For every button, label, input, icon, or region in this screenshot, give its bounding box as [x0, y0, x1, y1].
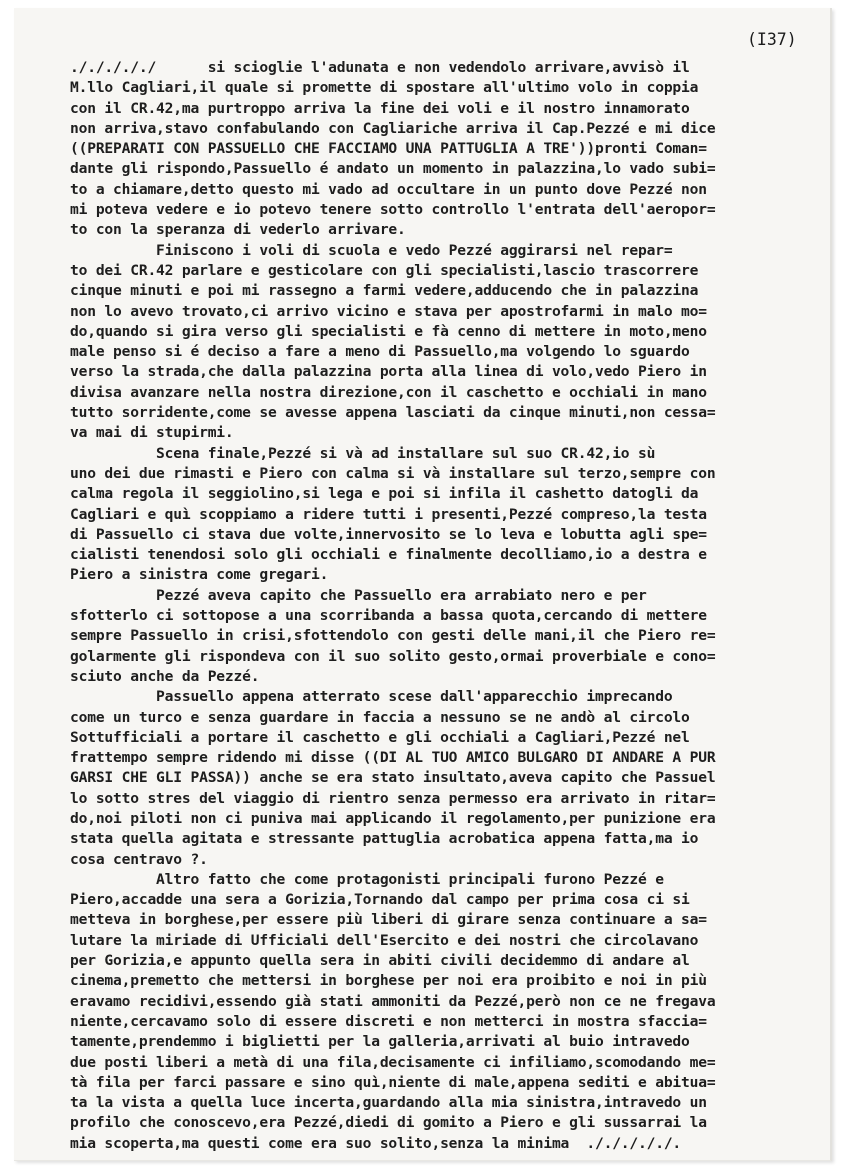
- text-line: Passuello appena atterrato scese dall'apparecchio imprecando: [70, 688, 673, 706]
- text-line: tutto sorridente,come se avesse appena lasciati da cinque minuti,non cessa=: [70, 404, 716, 422]
- text-line: cinque minuti e poi mi rassegno a farmi vedere,adducendo che in palazzina: [70, 282, 699, 300]
- text-line: calma regola il seggiolino,si lega e poi si infila il cashetto datogli da: [70, 485, 699, 503]
- text-line: golarmente gli rispondeva con il suo solito gesto,ormai proverbiale e cono=: [70, 647, 716, 665]
- page-number: (I37): [747, 30, 797, 49]
- typewritten-text-body: [70, 58, 715, 1154]
- text-line: uno dei due rimasti e Piero con calma si và installare sul terzo,sempre con: [70, 464, 716, 482]
- text-line: metteva in borghese,per essere più liberi di girare senza continuare a sa=: [70, 911, 707, 929]
- text-line: per Gorizia,e appunto quella sera in abiti civili decidemmo di andare al: [70, 952, 690, 970]
- text-line: con il CR.42,ma purtroppo arriva la fine dei voli e il nostro innamorato: [70, 99, 690, 117]
- text-line: Cagliari e quì scoppiamo a ridere tutti i presenti,Pezzé compreso,la testa: [70, 505, 707, 523]
- text-line: Piero,accadde una sera a Gorizia,Tornando dal campo per prima cosa ci si: [70, 891, 690, 909]
- text-line: non lo avevo trovato,ci arrivo vicino e stava per apostrofarmi in malo mo=: [70, 302, 707, 320]
- text-line: tamente,prendemmo i biglietti per la galleria,arrivati al buio intravedo: [70, 1033, 690, 1051]
- text-line: Sottufficiali a portare il caschetto e gli occhiali a Cagliari,Pezzé nel: [70, 728, 690, 746]
- text-line: male penso si é deciso a fare a meno di Passuello,ma volgendo lo sguardo: [70, 343, 690, 361]
- text-line: di Passuello ci stava due volte,innervosito se lo leva e lobutta agli spe=: [70, 525, 707, 543]
- text-line: to dei CR.42 parlare e gesticolare con gli specialisti,lascio trascorrere: [70, 261, 699, 279]
- text-line: ta la vista a quella luce incerta,guardando alla mia sinistra,intravedo un: [70, 1094, 707, 1112]
- text-line: M.llo Cagliari,il quale si promette di spostare all'ultimo volo in coppia: [70, 79, 699, 97]
- text-line: sfotterlo ci sottopose a una scorribanda a bassa quota,cercando di mettere: [70, 607, 707, 625]
- text-line: stata quella agitata e stressante pattuglia acrobatica appena fatta,ma io: [70, 830, 699, 848]
- text-line: cosa centravo ?.: [70, 850, 208, 868]
- text-line: va mai di stupirmi.: [70, 424, 234, 442]
- text-line: lutare la miriade di Ufficiali dell'Esercito e dei nostri che circolavano: [70, 931, 699, 949]
- text-line: mia scoperta,ma questi come era suo solito,senza la minima ./././././.: [70, 1134, 682, 1152]
- text-line: Scena finale,Pezzé si và ad installare sul suo CR.42,io sù: [70, 444, 656, 462]
- text-line: cinema,premetto che mettersi in borghese per noi era proibito e noi in più: [70, 972, 707, 990]
- text-line: niente,cercavamo solo di essere discreti e non metterci in mostra sfaccia=: [70, 1012, 707, 1030]
- text-line: sempre Passuello in crisi,sfottendolo con gesti delle mani,il che Piero re=: [70, 627, 716, 645]
- text-line: cialisti tenendosi solo gli occhiali e finalmente decolliamo,io a destra e: [70, 546, 707, 564]
- text-line: Pezzé aveva capito che Passuello era arrabiato nero e per: [70, 586, 647, 604]
- text-line: to con la speranza di vederlo arrivare.: [70, 221, 406, 239]
- text-line: do,noi piloti non ci puniva mai applicando il regolamento,per punizione era: [70, 809, 716, 827]
- text-line: to a chiamare,detto questo mi vado ad occultare in un punto dove Pezzé non: [70, 180, 707, 198]
- text-line: tà fila per farci passare e sino quì,niente di male,appena sediti e abitua=: [70, 1073, 716, 1091]
- text-line: ./././././ si scioglie l'adunata e non vedendolo arrivare,avvisò il: [70, 59, 690, 76]
- text-line: Finiscono i voli di scuola e vedo Pezzé aggirarsi nel repar=: [70, 241, 673, 259]
- text-line: do,quando si gira verso gli specialisti e fà cenno di mettere in moto,meno: [70, 322, 707, 340]
- text-line: mi poteva vedere e io potevo tenere sotto controllo l'entrata dell'aeropor=: [70, 201, 716, 219]
- text-line: lo sotto stres del viaggio di rientro senza permesso era arrivato in ritar=: [70, 789, 716, 807]
- text-line: GARSI CHE GLI PASSA)) anche se era stato insultato,aveva capito che Passuel: [70, 769, 716, 787]
- text-line: ((PREPARATI CON PASSUELLO CHE FACCIAMO UNA PATTUGLIA A TRE'))pronti Coman=: [70, 140, 707, 158]
- text-line: Altro fatto che come protagonisti principali furono Pezzé e: [70, 870, 664, 888]
- text-line: frattempo sempre ridendo mi disse ((DI AL TUO AMICO BULGARO DI ANDARE A PUR: [70, 749, 716, 767]
- text-line: dante gli rispondo,Passuello é andato un momento in palazzina,lo vado subi=: [70, 160, 716, 178]
- text-line: profilo che conoscevo,era Pezzé,diedi di gomito a Piero e gli sussarrai la: [70, 1114, 707, 1132]
- text-line: Piero a sinistra come gregari.: [70, 566, 329, 584]
- text-line: non arriva,stavo confabulando con Cagliariche arriva il Cap.Pezzé e mi dice: [70, 119, 716, 137]
- text-line: due posti liberi a metà di una fila,decisamente ci infiliamo,scomodando me=: [70, 1053, 716, 1071]
- text-line: divisa avanzare nella nostra direzione,con il caschetto e occhiali in mano: [70, 383, 707, 401]
- text-line: come un turco e senza guardare in faccia a nessuno se ne andò al circolo: [70, 708, 690, 726]
- text-line: verso la strada,che dalla palazzina porta alla linea di volo,vedo Piero in: [70, 363, 707, 381]
- typewritten-page: [14, 8, 832, 1161]
- text-line: sciuto anche da Pezzé.: [70, 667, 260, 685]
- text-line: eravamo recidivi,essendo già stati ammoniti da Pezzé,però non ce ne fregava: [70, 992, 716, 1010]
